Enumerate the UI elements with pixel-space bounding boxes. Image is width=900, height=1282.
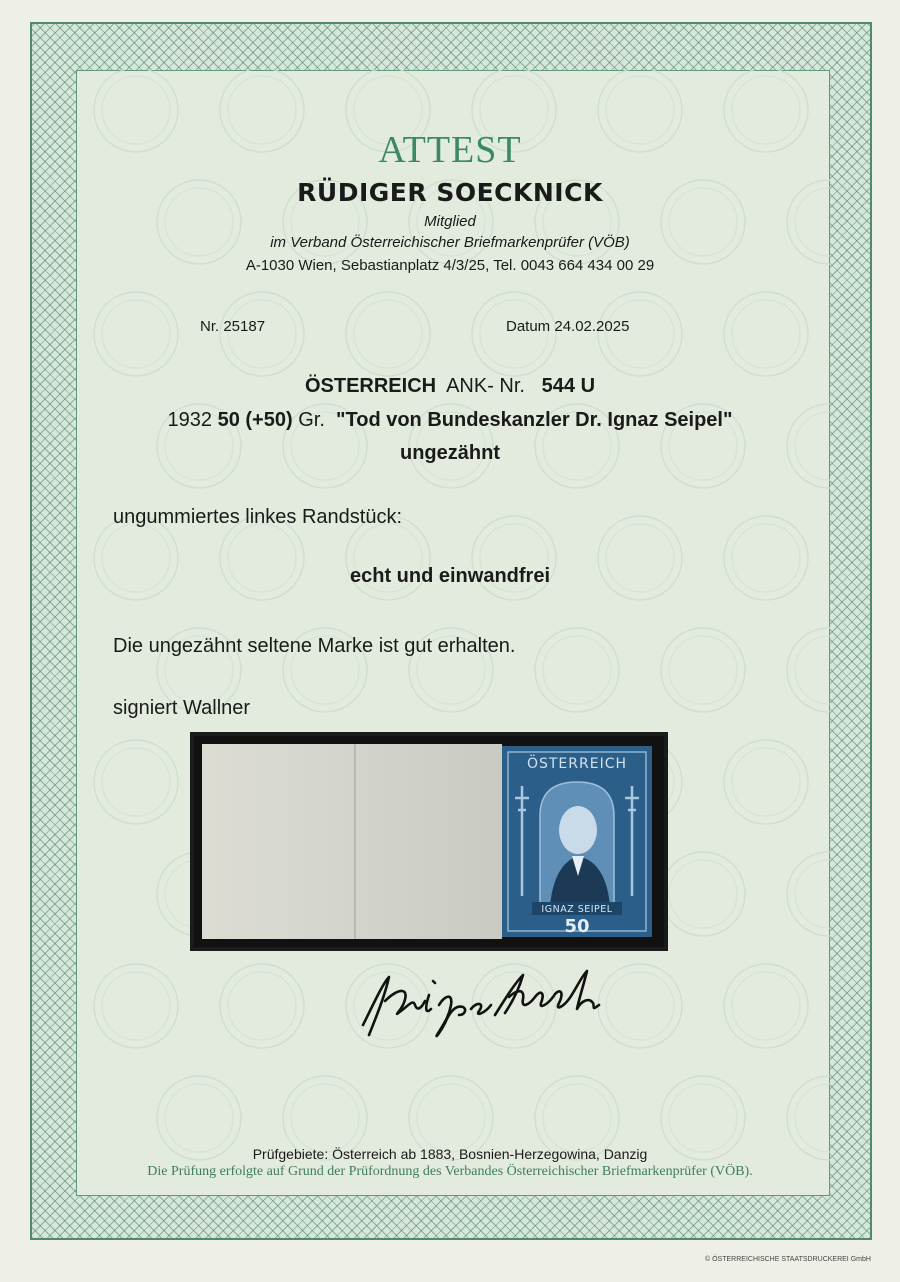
condition-note: Die ungezähnt seltene Marke ist gut erhalten. xyxy=(113,635,516,657)
issue-value: 50 (+50) xyxy=(217,409,293,431)
catalog-line xyxy=(0,375,900,398)
country-name: ÖSTERREICH xyxy=(304,375,437,397)
examiner-signature xyxy=(355,965,615,1040)
issue-year: 1932 xyxy=(167,409,213,431)
item-description: ungummiertes linkes Randstück: xyxy=(113,506,403,528)
membership-line: Mitglied xyxy=(424,213,476,230)
certificate-title: ATTEST xyxy=(378,129,522,171)
printer-copyright: © ÖSTERREICHISCHE STAATSDRUCKEREI GmbH xyxy=(705,1256,871,1263)
issue-line xyxy=(0,409,900,432)
association-line: im Verband Österreichischer Briefmarkenprüfer (VÖB) xyxy=(270,234,630,251)
examination-statement: Die Prüfung erfolgte auf Grund der Prüfordnung des Verbandes Österreichischer Briefmarkenprüfer (VÖB). xyxy=(147,1164,753,1179)
stamp-name-text: IGNAZ SEIPEL xyxy=(541,904,613,915)
perforation-status: ungezähnt xyxy=(400,442,500,464)
certificate-date: Datum 24.02.2025 xyxy=(506,318,630,335)
stamp-country-text: ÖSTERREICH xyxy=(526,756,628,772)
examination-areas: Prüfgebiete: Österreich ab 1883, Bosnien-Herzegowina, Danzig xyxy=(252,1146,648,1162)
certificate-number: Nr. 25187 xyxy=(200,318,266,335)
examiner-name: RÜDIGER SOECKNICK xyxy=(297,178,603,207)
stamp-value-text: 50 xyxy=(564,916,590,937)
issue-unit: Gr. xyxy=(298,409,325,431)
examiner-address: A-1030 Wien, Sebastianplatz 4/3/25, Tel. 0043 664 434 00 29 xyxy=(245,257,655,274)
catalog-prefix: ANK- Nr. xyxy=(446,375,525,397)
stamp-photo xyxy=(190,732,668,951)
margin-fold-line xyxy=(354,744,356,939)
verdict: echt und einwandfrei xyxy=(349,565,551,587)
sheet-margin xyxy=(202,744,502,939)
stamp-image xyxy=(502,746,652,937)
issue-name: "Tod von Bundeskanzler Dr. Ignaz Seipel" xyxy=(336,409,733,431)
catalog-number: 544 U xyxy=(541,375,596,397)
signed-by: signiert Wallner xyxy=(113,697,251,719)
stamp-artwork xyxy=(502,746,652,937)
